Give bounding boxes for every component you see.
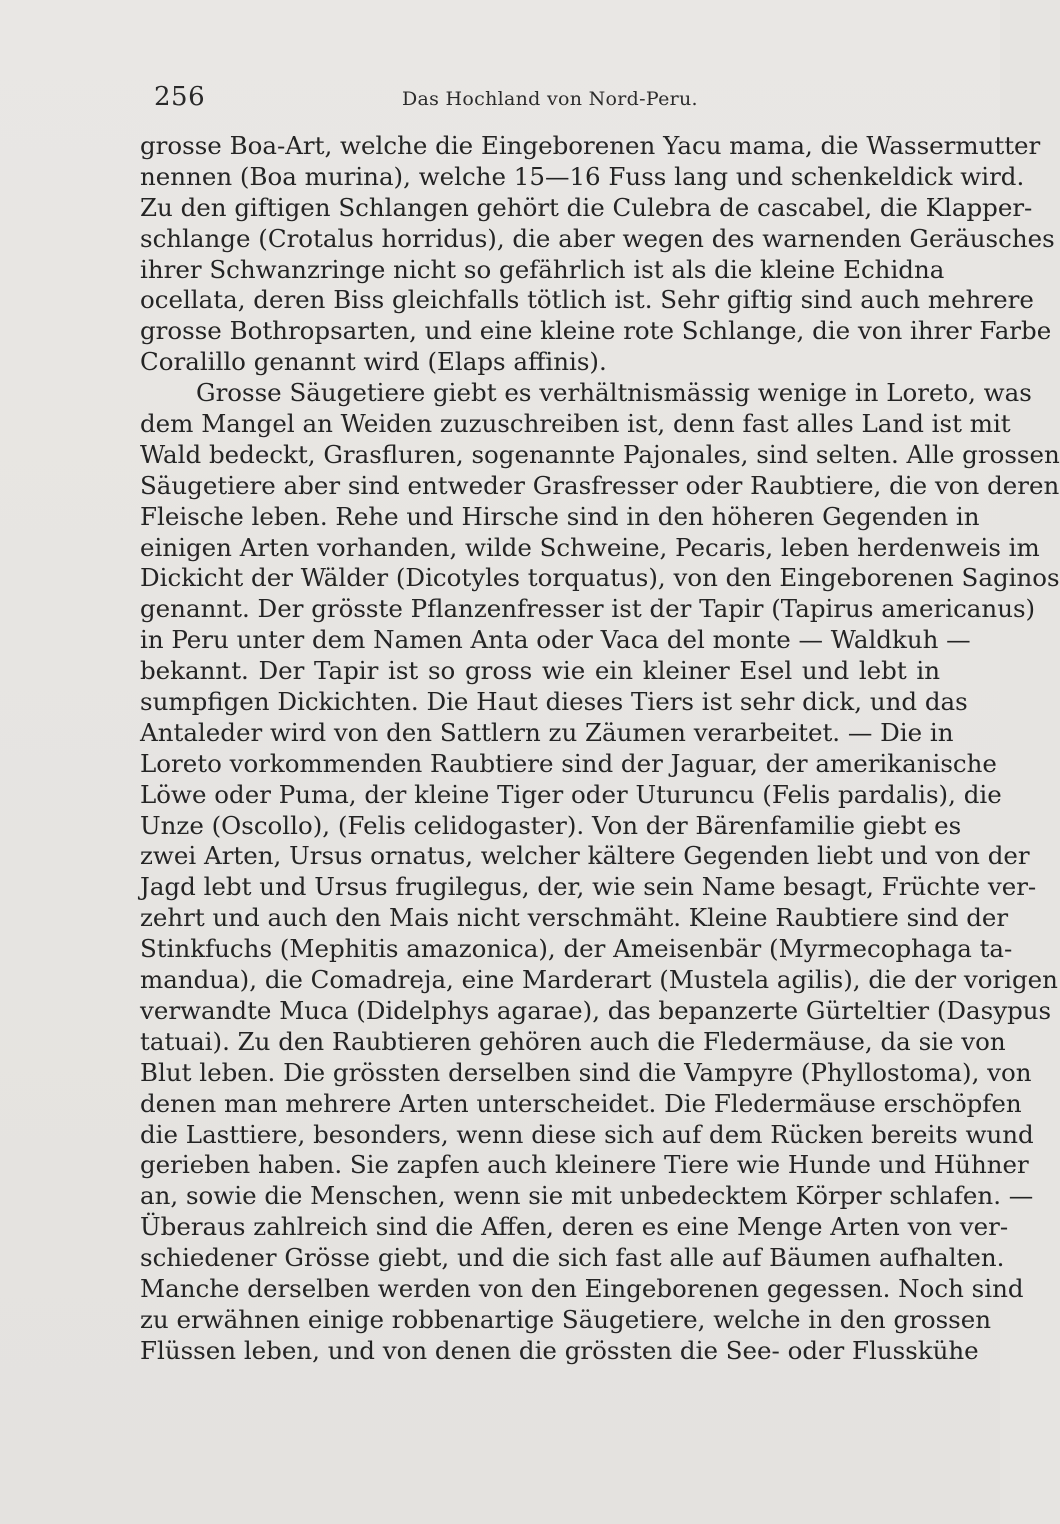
running-title: Das Hochland von Nord-Peru. bbox=[402, 88, 698, 110]
text-line: in Peru unter dem Namen Anta oder Vaca del monte — Waldkuh — bbox=[140, 625, 971, 655]
text-line: Dickicht der Wälder (Dicotyles torquatus), von den Eingeborenen Saginos bbox=[140, 563, 1060, 593]
text-line: Zu den giftigen Schlangen gehört die Culebra de cascabel, die Klapper- bbox=[140, 192, 1033, 222]
text-line: Manche derselben werden von den Eingeborenen gegessen. Noch sind bbox=[140, 1273, 1024, 1303]
text-line: schlange (Crotalus horridus), die aber wegen des warnenden Geräusches bbox=[140, 223, 1055, 253]
text-line: grosse Boa-Art, welche die Eingeborenen Yacu mama, die Wassermutter bbox=[140, 131, 1041, 160]
text-line: Überaus zahlreich sind die Affen, deren es eine Menge Arten von ver- bbox=[140, 1212, 1009, 1242]
text-line: mandua), die Comadreja, eine Marderart (Mustela agilis), die der vorigen bbox=[140, 965, 1058, 995]
text-line: Unze (Oscollo), (Felis celidogaster). Von der Bärenfamilie giebt es bbox=[140, 810, 962, 840]
text-line: grosse Bothropsarten, und eine kleine rote Schlange, die von ihrer Farbe bbox=[140, 316, 1052, 346]
text-line: verwandte Muca (Didelphys agarae), das bepanzerte Gürteltier (Dasypus bbox=[140, 995, 1052, 1025]
text-line: Fleische leben. Rehe und Hirsche sind in den höheren Gegenden in bbox=[140, 501, 980, 531]
page-number: 256 bbox=[154, 82, 206, 112]
text-line: Antaleder wird von den Sattlern zu Zäumen verarbeitet. — Die in bbox=[140, 717, 954, 747]
text-line: Wald bedeckt, Grasfluren, sogenannte Pajonales, sind selten. Alle grossen bbox=[140, 439, 1060, 469]
text-line: genannt. Der grösste Pflanzenfresser ist der Tapir (Tapirus americanus) bbox=[140, 594, 1036, 624]
text-line: nennen (Boa murina), welche 15—16 Fuss lang und schenkeldick wird. bbox=[140, 161, 1025, 191]
text-line: Jagd lebt und Ursus frugilegus, der, wie sein Name besagt, Früchte ver- bbox=[140, 872, 1037, 902]
text-line: zwei Arten, Ursus ornatus, welcher kältere Gegenden liebt und von der bbox=[140, 841, 1030, 871]
text-line: Loreto vorkommenden Raubtiere sind der Jaguar, der amerikanische bbox=[140, 748, 997, 778]
text-line: Coralillo genannt wird (Elaps affinis). bbox=[140, 347, 607, 377]
text-line: einigen Arten vorhanden, wilde Schweine, Pecaris, leben herdenweis im bbox=[140, 532, 1040, 562]
text-line: schiedener Grösse giebt, und die sich fast alle auf Bäumen aufhalten. bbox=[140, 1243, 1005, 1273]
text-line: Blut leben. Die grössten derselben sind die Vampyre (Phyllostoma), von bbox=[140, 1057, 1032, 1087]
text-line: ocellata, deren Biss gleichfalls tötlich ist. Sehr giftig sind auch mehrere bbox=[140, 285, 1034, 315]
text-line: Säugetiere aber sind entweder Grasfresser oder Raubtiere, die von deren bbox=[140, 470, 1060, 500]
text-line: Stinkfuchs (Mephitis amazonica), der Ameisenbär (Myrmecophaga ta- bbox=[140, 934, 1013, 964]
text-line: an, sowie die Menschen, wenn sie mit unbedecktem Körper schlafen. — bbox=[140, 1181, 1034, 1211]
text-line: Flüssen leben, und von denen die grössten die See- oder Flusskühe bbox=[140, 1335, 979, 1365]
text-line: die Lasttiere, besonders, wenn diese sich auf dem Rücken bereits wund bbox=[140, 1119, 1034, 1149]
page-header bbox=[150, 82, 940, 116]
text-line: tatuai). Zu den Raubtieren gehören auch die Fledermäuse, da sie von bbox=[140, 1026, 1006, 1056]
text-line: dem Mangel an Weiden zuzuschreiben ist, denn fast alles Land ist mit bbox=[140, 409, 1011, 439]
text-line: Löwe oder Puma, der kleine Tiger oder Uturuncu (Felis pardalis), die bbox=[140, 779, 1002, 809]
text-line: denen man mehrere Arten unterscheidet. Die Fledermäuse erschöpfen bbox=[140, 1088, 1022, 1118]
text-line: zu erwähnen einige robbenartige Säugetiere, welche in den grossen bbox=[140, 1304, 992, 1334]
text-line: ihrer Schwanzringe nicht so gefährlich ist als die kleine Echidna bbox=[140, 254, 945, 284]
body-text bbox=[140, 131, 1060, 1367]
text-line: gerieben haben. Sie zapfen auch kleinere Tiere wie Hunde und Hühner bbox=[140, 1150, 1029, 1180]
text-line: Grosse Säugetiere giebt es verhältnismässig wenige in Loreto, was bbox=[196, 378, 1032, 408]
text-line: sumpfigen Dickichten. Die Haut dieses Tiers ist sehr dick, und das bbox=[140, 687, 968, 717]
text-line: zehrt und auch den Mais nicht verschmäht. Kleine Raubtiere sind der bbox=[140, 903, 1009, 933]
text-line: bekannt. Der Tapir ist so gross wie ein kleiner Esel und lebt in bbox=[140, 656, 940, 686]
